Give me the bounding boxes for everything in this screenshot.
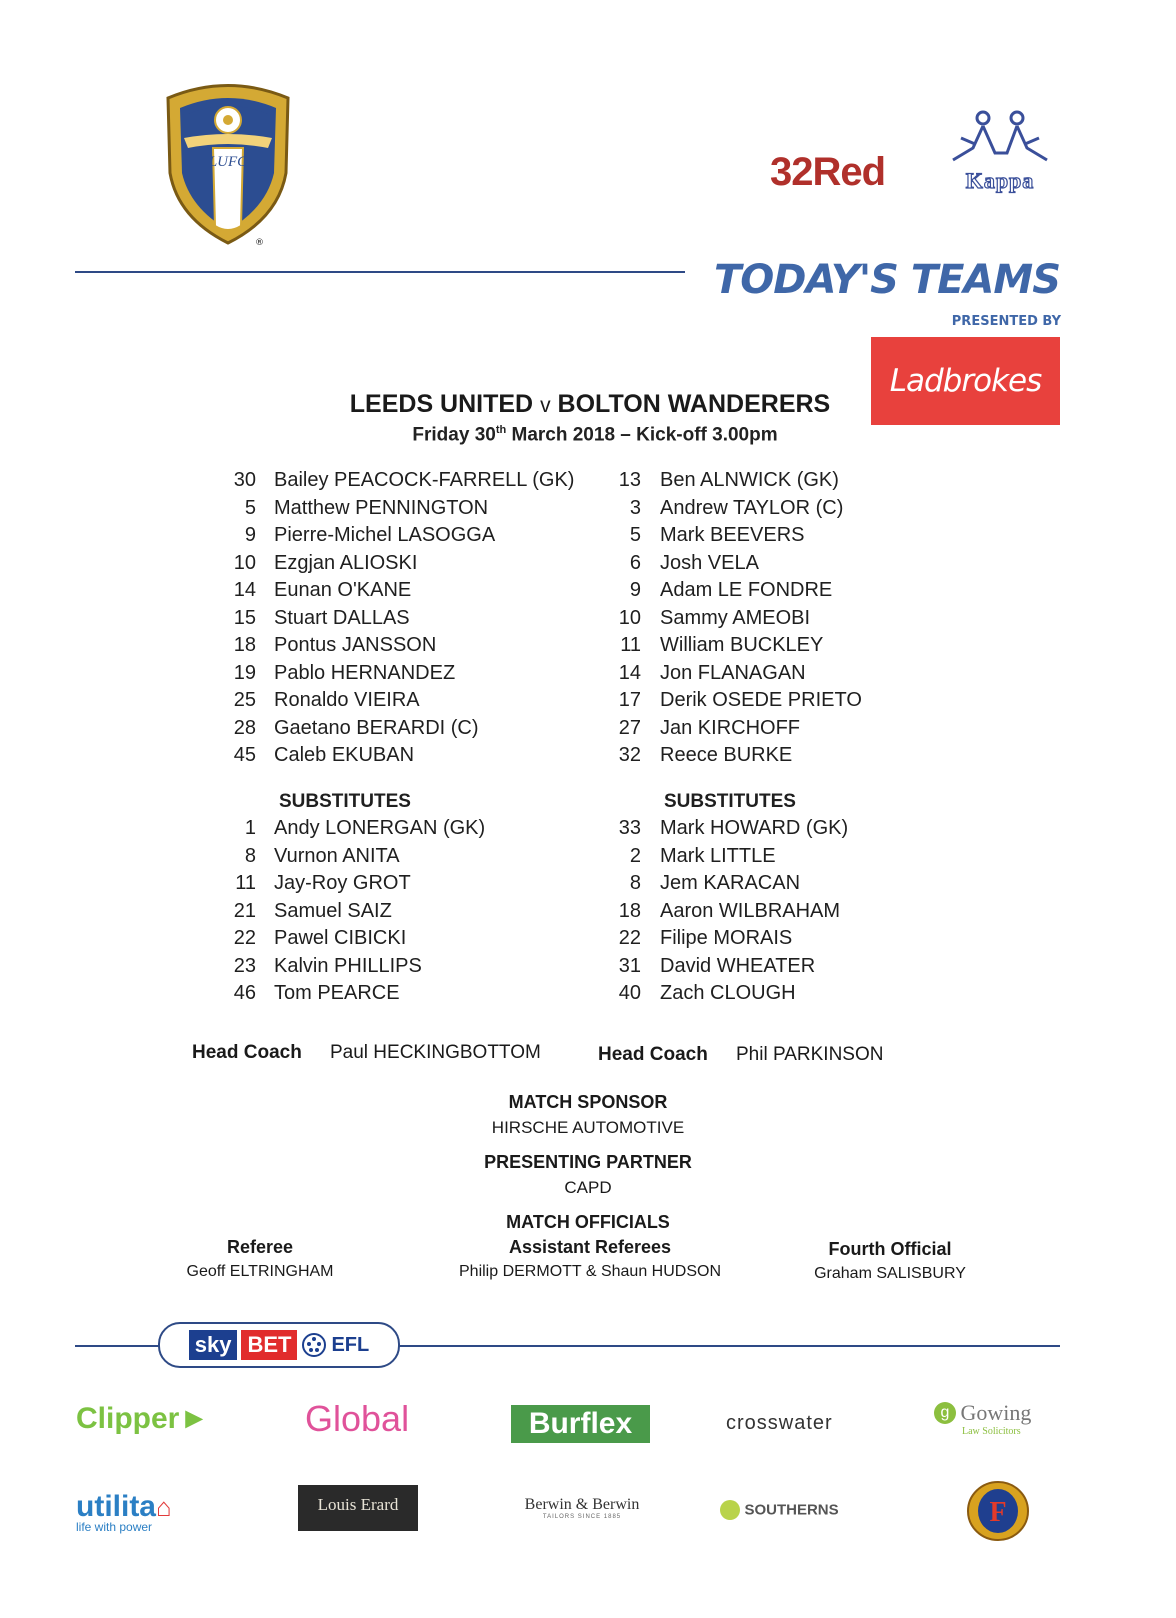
match-officials-heading: MATCH OFFICIALS [506, 1212, 670, 1232]
player-number: 11 [235, 872, 256, 894]
club-crest-logo [158, 78, 298, 248]
player-name: Zach CLOUGH [660, 982, 796, 1004]
clipper-wordmark: Clipper [76, 1402, 180, 1435]
player-row [612, 842, 972, 870]
player-name: Adam LE FONDRE [660, 579, 833, 601]
louis-erard-logo: Louis Erard [298, 1485, 418, 1531]
gowing-logo [934, 1400, 1031, 1437]
player-name: Mark BEEVERS [660, 524, 805, 546]
player-number: 9 [629, 579, 641, 601]
assistant-referees-names: Philip DERMOTT & Shaun HUDSON [459, 1263, 721, 1280]
away-coach-name: Phil PARKINSON [736, 1044, 884, 1065]
player-number: 17 [618, 689, 641, 711]
match-sponsor-name: HIRSCHE AUTOMOTIVE [491, 1118, 685, 1137]
player-row [226, 979, 586, 1007]
player-number: 13 [618, 469, 641, 491]
efl-wordmark: EFL [331, 1333, 370, 1356]
player-name: Pontus JANSSON [274, 634, 437, 656]
player-number: 33 [618, 817, 641, 839]
player-name: Ezgjan ALIOSKI [274, 551, 418, 574]
away-coach-label: Head Coach [598, 1044, 708, 1065]
gowing-wordmark: Gowing [960, 1400, 1032, 1425]
player-row [226, 714, 586, 742]
player-row [612, 494, 972, 522]
referee-name: Geoff ELTRINGHAM [186, 1263, 334, 1280]
presented-by-label: PRESENTED BY [951, 314, 1061, 329]
assistant-referees-label: Assistant Referees [508, 1237, 672, 1257]
presenting-partner-name: CAPD [564, 1178, 612, 1197]
clipper-arrow-icon: ► [179, 1402, 210, 1435]
player-row [612, 814, 972, 842]
player-number: 19 [233, 661, 256, 684]
player-number: 32 [618, 744, 641, 766]
player-number: 31 [618, 954, 641, 977]
player-name: Derik OSEDE PRIETO [660, 689, 862, 711]
player-number: 11 [620, 634, 641, 656]
player-row [226, 604, 586, 632]
utilita-house-icon: ⌂ [156, 1492, 172, 1522]
player-number: 22 [233, 927, 256, 949]
versus-label: v [540, 394, 551, 417]
player-number: 3 [629, 496, 641, 519]
player-number: 21 [233, 899, 256, 922]
presenting-partner-label: PRESENTING PARTNER [484, 1152, 692, 1172]
player-number: 25 [233, 689, 256, 711]
header-divider [75, 271, 685, 273]
player-row [612, 604, 972, 632]
clipper-logo [76, 1402, 209, 1436]
fourth-official-name: Graham SALISBURY [814, 1265, 966, 1282]
player-number: 10 [233, 551, 256, 574]
player-name: Reece BURKE [660, 744, 793, 766]
away-starting-lineup [612, 466, 972, 786]
player-row [226, 686, 586, 714]
player-row [612, 714, 972, 742]
kappa-logo [945, 108, 1055, 198]
player-name: Jan KIRCHOFF [660, 716, 801, 739]
svg-text:LUFC: LUFC [208, 154, 248, 170]
player-number: 8 [244, 844, 256, 867]
burflex-logo: Burflex [511, 1405, 650, 1443]
ladbrokes-logo [871, 337, 1060, 425]
player-row [226, 952, 586, 980]
player-name: Stuart DALLAS [274, 606, 410, 629]
player-row [226, 924, 586, 952]
player-name: Kalvin PHILLIPS [274, 954, 422, 977]
player-row [226, 494, 586, 522]
player-number: 5 [244, 496, 256, 519]
sky-bet-efl-badge [158, 1322, 400, 1368]
registered-mark: ® [255, 238, 264, 248]
player-name: Jem KARACAN [660, 872, 801, 894]
player-row [612, 631, 972, 659]
player-name: Gaetano BERARDI (C) [274, 716, 479, 739]
gowing-emblem-icon: g [934, 1402, 956, 1424]
match-sponsor-label: MATCH SPONSOR [508, 1092, 668, 1112]
player-row [612, 741, 972, 769]
efl-ball-icon [301, 1332, 327, 1358]
player-number: 6 [629, 551, 641, 574]
player-number: 28 [233, 716, 256, 739]
player-row [226, 814, 586, 842]
match-date [340, 424, 850, 446]
player-number: 18 [618, 899, 641, 922]
player-name: Jon FLANAGAN [660, 661, 806, 684]
southerns-wordmark: SOUTHERNS [744, 1501, 839, 1519]
home-team-name: LEEDS UNITED [349, 390, 534, 418]
player-name: Vurnon ANITA [274, 844, 400, 867]
home-starting-lineup [226, 466, 586, 786]
svg-text:F: F [989, 1497, 1007, 1528]
player-row [612, 897, 972, 925]
player-row [612, 869, 972, 897]
player-name: Sammy AMEOBI [660, 606, 811, 629]
home-subs-heading: SUBSTITUTES [279, 791, 411, 812]
player-number: 8 [629, 872, 641, 894]
player-number: 45 [233, 744, 256, 766]
player-number: 18 [233, 634, 256, 656]
player-row [612, 521, 972, 549]
player-name: Tom PEARCE [274, 982, 400, 1004]
away-team-name: BOLTON WANDERERS [557, 390, 831, 418]
berwin-wordmark: Berwin & Berwin [524, 1496, 640, 1513]
away-substitutes-list [612, 814, 972, 1014]
player-row [612, 466, 972, 494]
player-name: Aaron WILBRAHAM [660, 899, 841, 922]
southerns-emblem-icon [720, 1500, 740, 1520]
player-name: Pierre-Michel LASOGGA [274, 524, 496, 546]
utilita-logo [76, 1490, 172, 1534]
player-name: Pablo HERNANDEZ [274, 661, 456, 684]
global-logo: Global [305, 1398, 410, 1439]
player-row [226, 631, 586, 659]
player-name: Samuel SAIZ [274, 899, 392, 922]
fosters-logo [966, 1480, 1030, 1547]
player-name: David WHEATER [660, 954, 816, 977]
player-name: Caleb EKUBAN [274, 744, 415, 766]
player-row [226, 869, 586, 897]
berwin-subtitle: TAILORS SINCE 1885 [542, 1514, 622, 1520]
player-name: Pawel CIBICKI [274, 927, 407, 949]
berwin-logo [512, 1496, 652, 1520]
player-number: 40 [618, 982, 641, 1004]
player-name: Eunan O'KANE [274, 579, 412, 601]
player-name: Bailey PEACOCK-FARRELL (GK) [274, 469, 575, 491]
player-row [226, 897, 586, 925]
player-row [612, 576, 972, 604]
player-row [612, 952, 972, 980]
player-number: 10 [618, 606, 641, 629]
player-row [612, 659, 972, 687]
player-number: 23 [233, 954, 256, 977]
player-row [226, 576, 586, 604]
player-row [226, 549, 586, 577]
player-number: 9 [244, 524, 256, 546]
player-row [612, 549, 972, 577]
player-number: 14 [233, 579, 256, 601]
player-row [612, 979, 972, 1007]
player-row [226, 842, 586, 870]
player-row [226, 741, 586, 769]
player-name: Josh VELA [660, 551, 759, 574]
player-name: Filipe MORAIS [660, 927, 793, 949]
home-coach-label: Head Coach [192, 1042, 302, 1063]
match-title [340, 390, 840, 419]
player-name: Jay-Roy GROT [274, 872, 411, 894]
utilita-wordmark: utilita [76, 1490, 156, 1523]
crosswater-logo: crosswater [726, 1412, 833, 1434]
away-subs-heading: SUBSTITUTES [664, 791, 796, 812]
home-coach-name: Paul HECKINGBOTTOM [330, 1042, 541, 1063]
player-number: 2 [629, 844, 641, 867]
kappa-wordmark: Kappa [965, 168, 1035, 193]
player-number: 27 [618, 716, 641, 739]
player-number: 5 [629, 524, 641, 546]
player-number: 22 [618, 927, 641, 949]
page-title: TODAY'S TEAMS [714, 257, 1060, 303]
player-row [612, 924, 972, 952]
southerns-logo [720, 1500, 839, 1520]
sky-wordmark: sky [189, 1330, 238, 1360]
referee-label: Referee [226, 1237, 294, 1257]
shirt-sponsor-logo: 32Red [770, 150, 886, 194]
player-row [226, 521, 586, 549]
ladbrokes-wordmark: Ladbrokes [889, 363, 1042, 399]
bet-wordmark: BET [241, 1330, 297, 1360]
player-number: 30 [233, 469, 256, 491]
player-name: Matthew PENNINGTON [274, 496, 489, 519]
date-day: Friday 30 [412, 424, 496, 446]
player-name: Ronaldo VIEIRA [274, 689, 420, 711]
fourth-official-label: Fourth Official [828, 1239, 952, 1259]
date-kickoff: March 2018 – Kick-off 3.00pm [506, 424, 778, 446]
player-name: Mark HOWARD (GK) [660, 817, 849, 839]
player-row [612, 686, 972, 714]
player-name: Ben ALNWICK (GK) [660, 469, 839, 491]
utilita-tagline: life with power [76, 1520, 153, 1534]
player-name: Mark LITTLE [660, 844, 776, 867]
home-substitutes-list [226, 814, 586, 1014]
player-name: Andy LONERGAN (GK) [274, 817, 486, 839]
gowing-subtitle: Law Solicitors [962, 1426, 1021, 1437]
player-name: Andrew TAYLOR (C) [660, 496, 844, 519]
player-row [226, 659, 586, 687]
player-number: 46 [233, 982, 256, 1004]
player-row [226, 466, 586, 494]
date-suffix: th [495, 424, 507, 436]
player-number: 15 [233, 606, 256, 629]
player-number: 1 [244, 817, 256, 839]
player-name: William BUCKLEY [660, 634, 824, 656]
player-number: 14 [618, 661, 641, 684]
